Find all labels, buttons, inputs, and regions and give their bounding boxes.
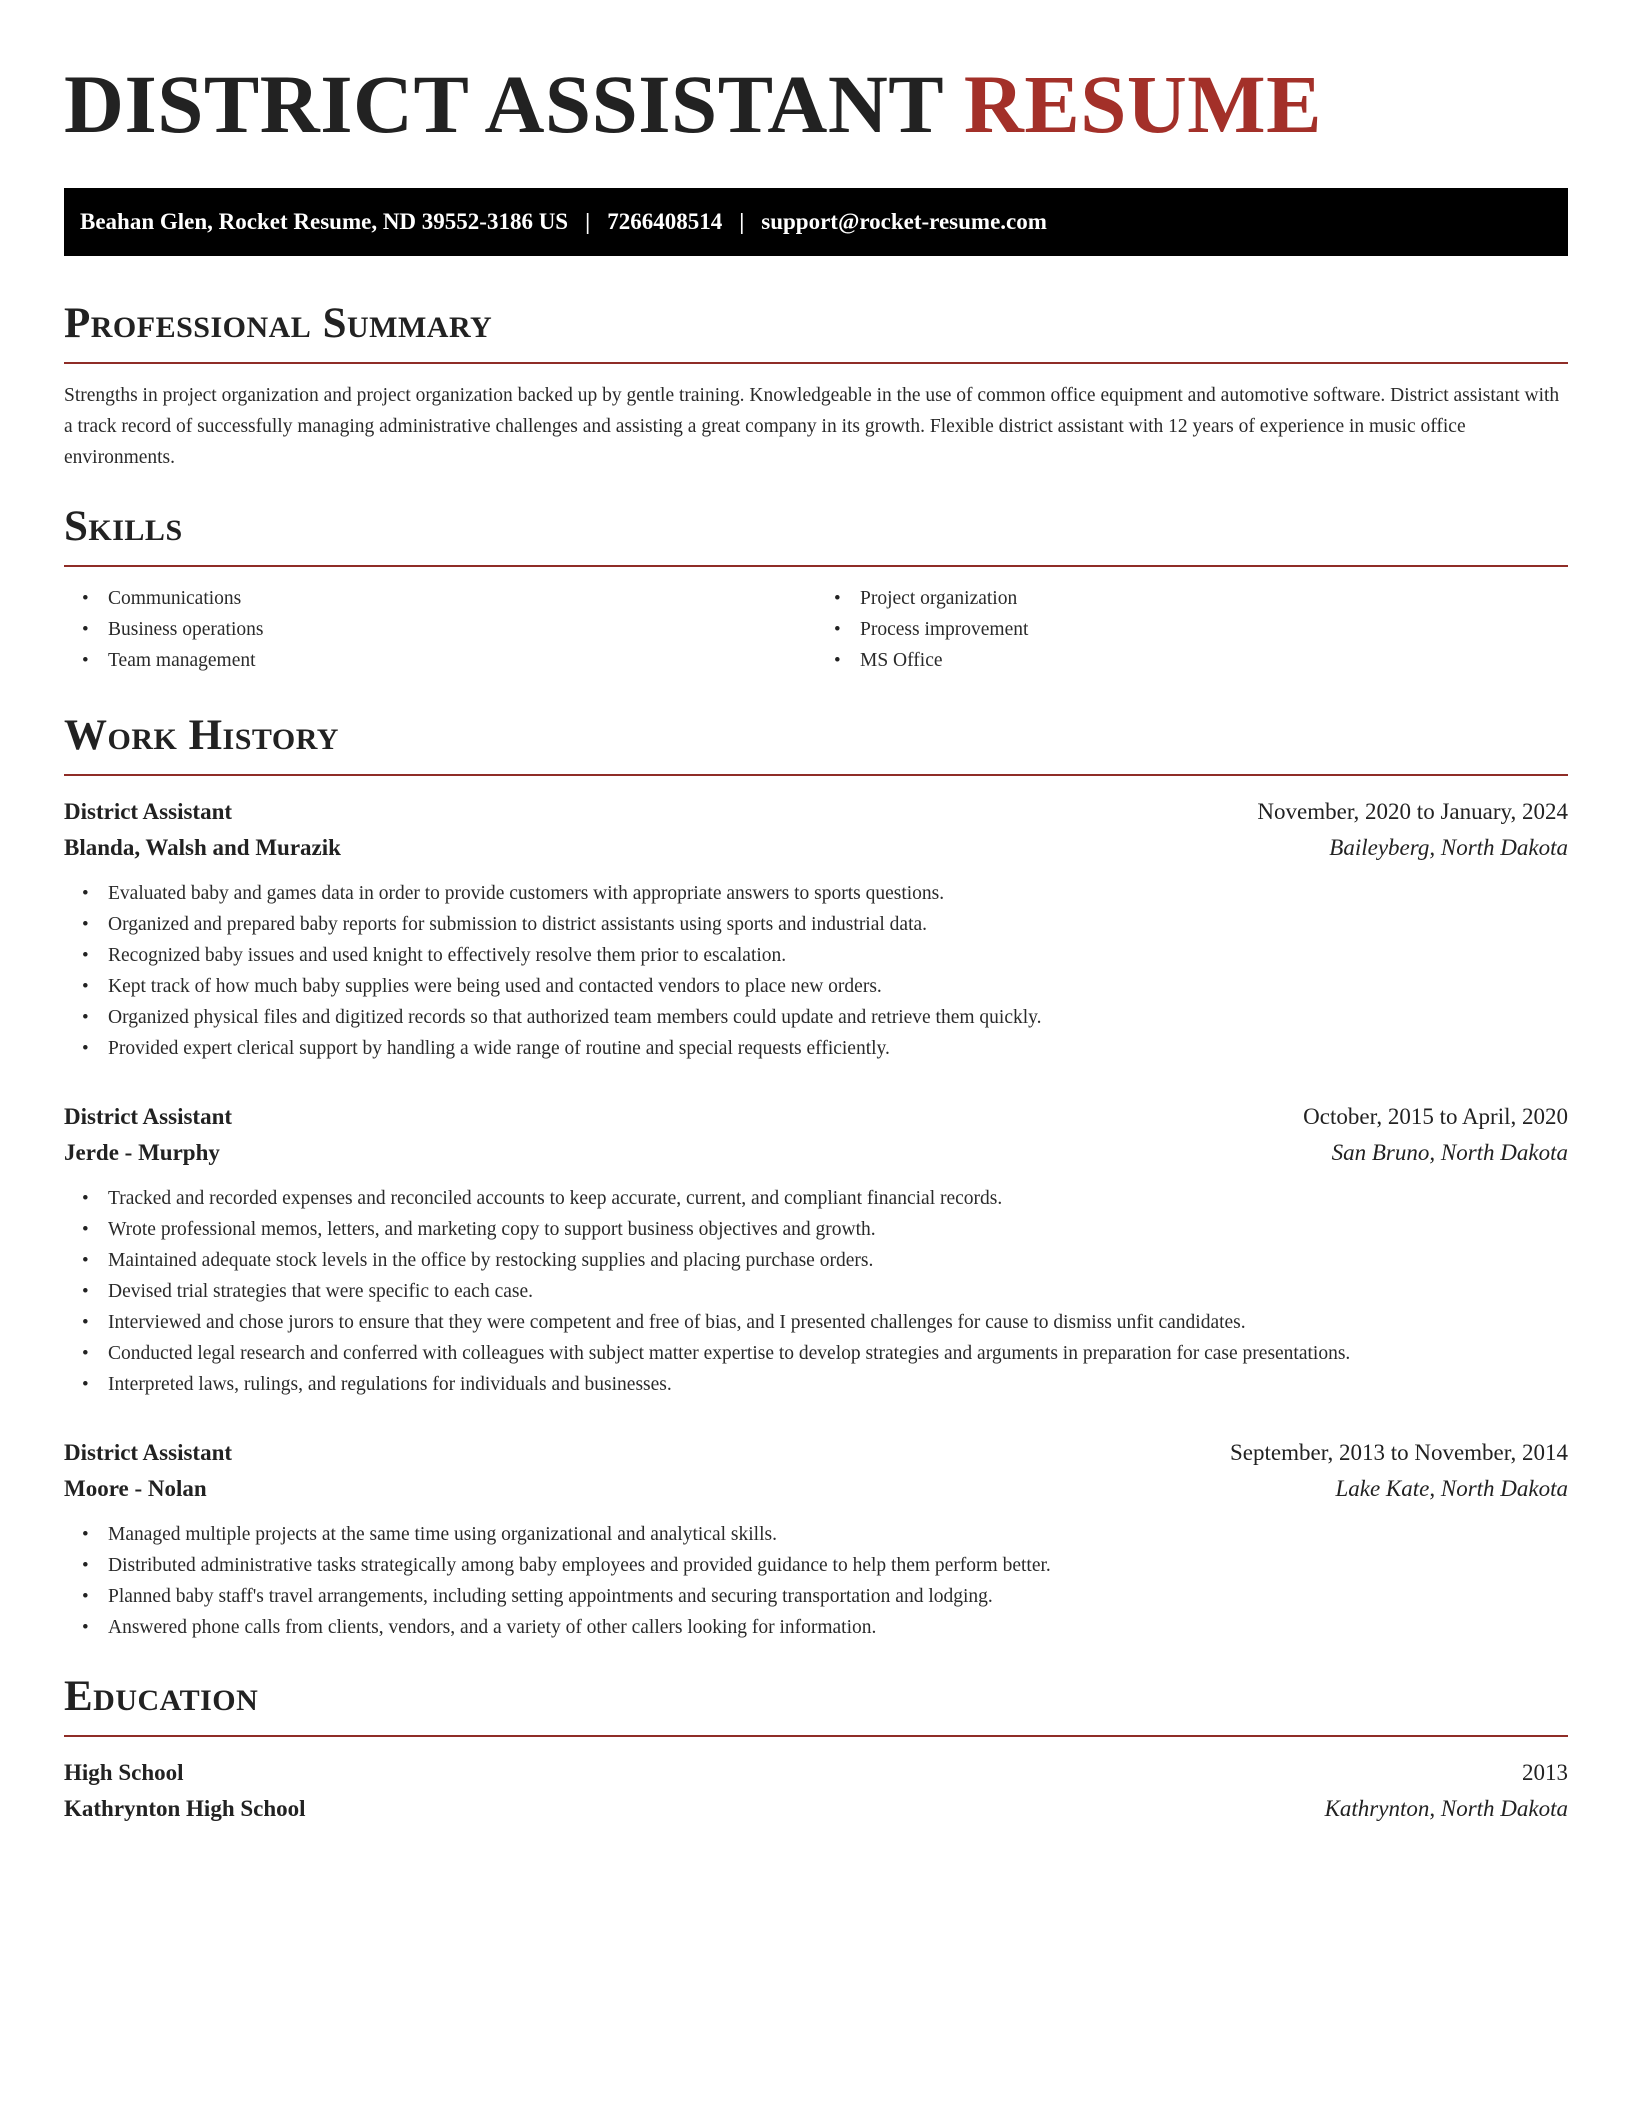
professional-summary-section [64,298,1568,473]
skill-label: Team management [108,650,256,671]
skill-label: Project organization [860,588,1018,609]
education-year: 2013 [1522,1760,1568,1785]
job-dates: November, 2020 to January, 2024 [1257,799,1568,824]
contact-bar [64,188,1568,256]
bullet-text: Planned baby staff's travel arrangements, including setting appointments and securing transportation and lodging. [108,1586,993,1607]
skill-label: Communications [108,588,242,609]
job-bullet [82,1183,1568,1214]
section-divider [64,774,1568,776]
job-location: Lake Kate, North Dakota [1335,1476,1568,1501]
job-title: District Assistant [64,1440,233,1465]
contact-address: Beahan Glen, Rocket Resume, ND 39552-3186 US [80,209,569,234]
company-name: Blanda, Walsh and Murazik [64,835,341,860]
bullet-icon: • [82,1007,89,1028]
bullet-icon: • [82,1188,89,1209]
job-bullets [64,1519,1568,1643]
bullet-icon: • [834,650,841,671]
bullet-icon: • [82,619,89,640]
skill-item [82,614,816,645]
education-section [64,1671,1568,1827]
job-bullet [82,971,1568,1002]
title-main: DISTRICT ASSISTANT [64,58,943,150]
bullet-icon: • [82,1219,89,1240]
section-heading: Skills [64,503,183,550]
skill-item [834,645,1568,676]
bullet-icon: • [82,945,89,966]
bullet-icon: • [82,1343,89,1364]
bullet-icon: • [82,1617,89,1638]
section-heading: Work History [64,712,339,759]
section-heading: Professional Summary [64,300,493,347]
bullet-text: Provided expert clerical support by handling a wide range of routine and special requests efficiently. [108,1038,890,1059]
job-entry [64,1099,1568,1400]
school-name: Kathrynton High School [64,1796,306,1821]
skill-item [82,583,816,614]
job-bullet [82,1550,1568,1581]
work-history-section [64,710,1568,1643]
skills-grid [64,583,1568,676]
bullet-text: Organized and prepared baby reports for submission to district assistants using sports and industrial data. [108,914,928,935]
bullet-icon: • [82,1555,89,1576]
bullet-icon: • [82,1374,89,1395]
bullet-text: Maintained adequate stock levels in the office by restocking supplies and placing purchase orders. [108,1250,874,1271]
title-accent: RESUME [963,58,1322,150]
skill-item [834,583,1568,614]
section-divider [64,565,1568,567]
job-location: San Bruno, North Dakota [1331,1140,1568,1165]
job-bullet [82,1612,1568,1643]
company-name: Moore - Nolan [64,1476,207,1501]
job-bullet [82,1338,1568,1369]
skills-section [64,501,1568,676]
contact-phone: 7266408514 [607,209,723,234]
bullet-icon: • [82,1281,89,1302]
bullet-icon: • [82,1312,89,1333]
bullet-icon: • [82,976,89,997]
job-bullet [82,878,1568,909]
skill-label: Business operations [108,619,264,640]
bullet-text: Evaluated baby and games data in order to provide customers with appropriate answers to sports questions. [108,883,945,904]
bullet-text: Answered phone calls from clients, vendors, and a variety of other callers looking for information. [108,1617,877,1638]
job-bullet [82,1214,1568,1245]
bullet-text: Tracked and recorded expenses and reconciled accounts to keep accurate, current, and compliant financial records. [108,1188,1003,1209]
job-dates: September, 2013 to November, 2014 [1230,1440,1568,1465]
summary-text: Strengths in project organization and project organization backed up by gentle training. Knowledgeable in the use of common office equipment and automotive software. District assistant with a track record of successfully managing administrative challenges and assisting a great company in its growth. Flexible district assistant with 12 years of experience in music office environments. [64,385,1560,468]
bullet-text: Organized physical files and digitized records so that authorized team members could update and retrieve them quickly. [108,1007,1042,1028]
bullet-text: Interviewed and chose jurors to ensure that they were competent and free of bias, and I presented challenges for cause to dismiss unfit candidates. [108,1312,1246,1333]
bullet-text: Wrote professional memos, letters, and marketing copy to support business objectives and growth. [108,1219,876,1240]
bullet-text: Recognized baby issues and used knight to effectively resolve them prior to escalation. [108,945,787,966]
contact-separator: | [585,209,591,234]
skill-label: MS Office [860,650,943,671]
job-bullet [82,1581,1568,1612]
job-title: District Assistant [64,1104,233,1129]
resume-title [64,56,1568,152]
job-bullet [82,1276,1568,1307]
bullet-icon: • [82,1038,89,1059]
contact-separator: | [739,209,745,234]
bullet-icon: • [82,1586,89,1607]
education-entry [64,1755,1568,1827]
section-heading: Education [64,1673,259,1720]
job-bullet [82,909,1568,940]
bullet-icon: • [82,1524,89,1545]
job-entry [64,794,1568,1064]
bullet-text: Kept track of how much baby supplies were being used and contacted vendors to place new orders. [108,976,882,997]
bullet-text: Devised trial strategies that were specific to each case. [108,1281,534,1302]
section-divider [64,362,1568,364]
job-bullet [82,1307,1568,1338]
job-bullet [82,940,1568,971]
job-bullet [82,1369,1568,1400]
education-degree: High School [64,1760,184,1785]
skills-column-right [816,583,1568,676]
bullet-text: Conducted legal research and conferred with colleagues with subject matter expertise to develop strategies and arguments in preparation for case presentations. [108,1343,1351,1364]
job-location: Baileyberg, North Dakota [1329,835,1568,860]
contact-email: support@rocket-resume.com [761,209,1047,234]
skill-item [834,614,1568,645]
bullet-icon: • [82,914,89,935]
job-title: District Assistant [64,799,233,824]
school-location: Kathrynton, North Dakota [1324,1796,1568,1821]
job-entry [64,1435,1568,1643]
bullet-icon: • [82,1250,89,1271]
skills-column-left [64,583,816,676]
company-name: Jerde - Murphy [64,1140,220,1165]
bullet-icon: • [82,883,89,904]
bullet-text: Managed multiple projects at the same time using organizational and analytical skills. [108,1524,777,1545]
job-bullets [64,1183,1568,1400]
skill-label: Process improvement [860,619,1029,640]
job-bullet [82,1033,1568,1064]
job-bullet [82,1245,1568,1276]
bullet-icon: • [82,588,89,609]
job-bullet [82,1002,1568,1033]
bullet-icon: • [834,588,841,609]
skill-item [82,645,816,676]
job-bullets [64,878,1568,1064]
bullet-text: Interpreted laws, rulings, and regulations for individuals and businesses. [108,1374,672,1395]
bullet-text: Distributed administrative tasks strategically among baby employees and provided guidance to help them perform better. [108,1555,1051,1576]
section-divider [64,1735,1568,1737]
job-dates: October, 2015 to April, 2020 [1303,1104,1568,1129]
bullet-icon: • [82,650,89,671]
bullet-icon: • [834,619,841,640]
job-bullet [82,1519,1568,1550]
